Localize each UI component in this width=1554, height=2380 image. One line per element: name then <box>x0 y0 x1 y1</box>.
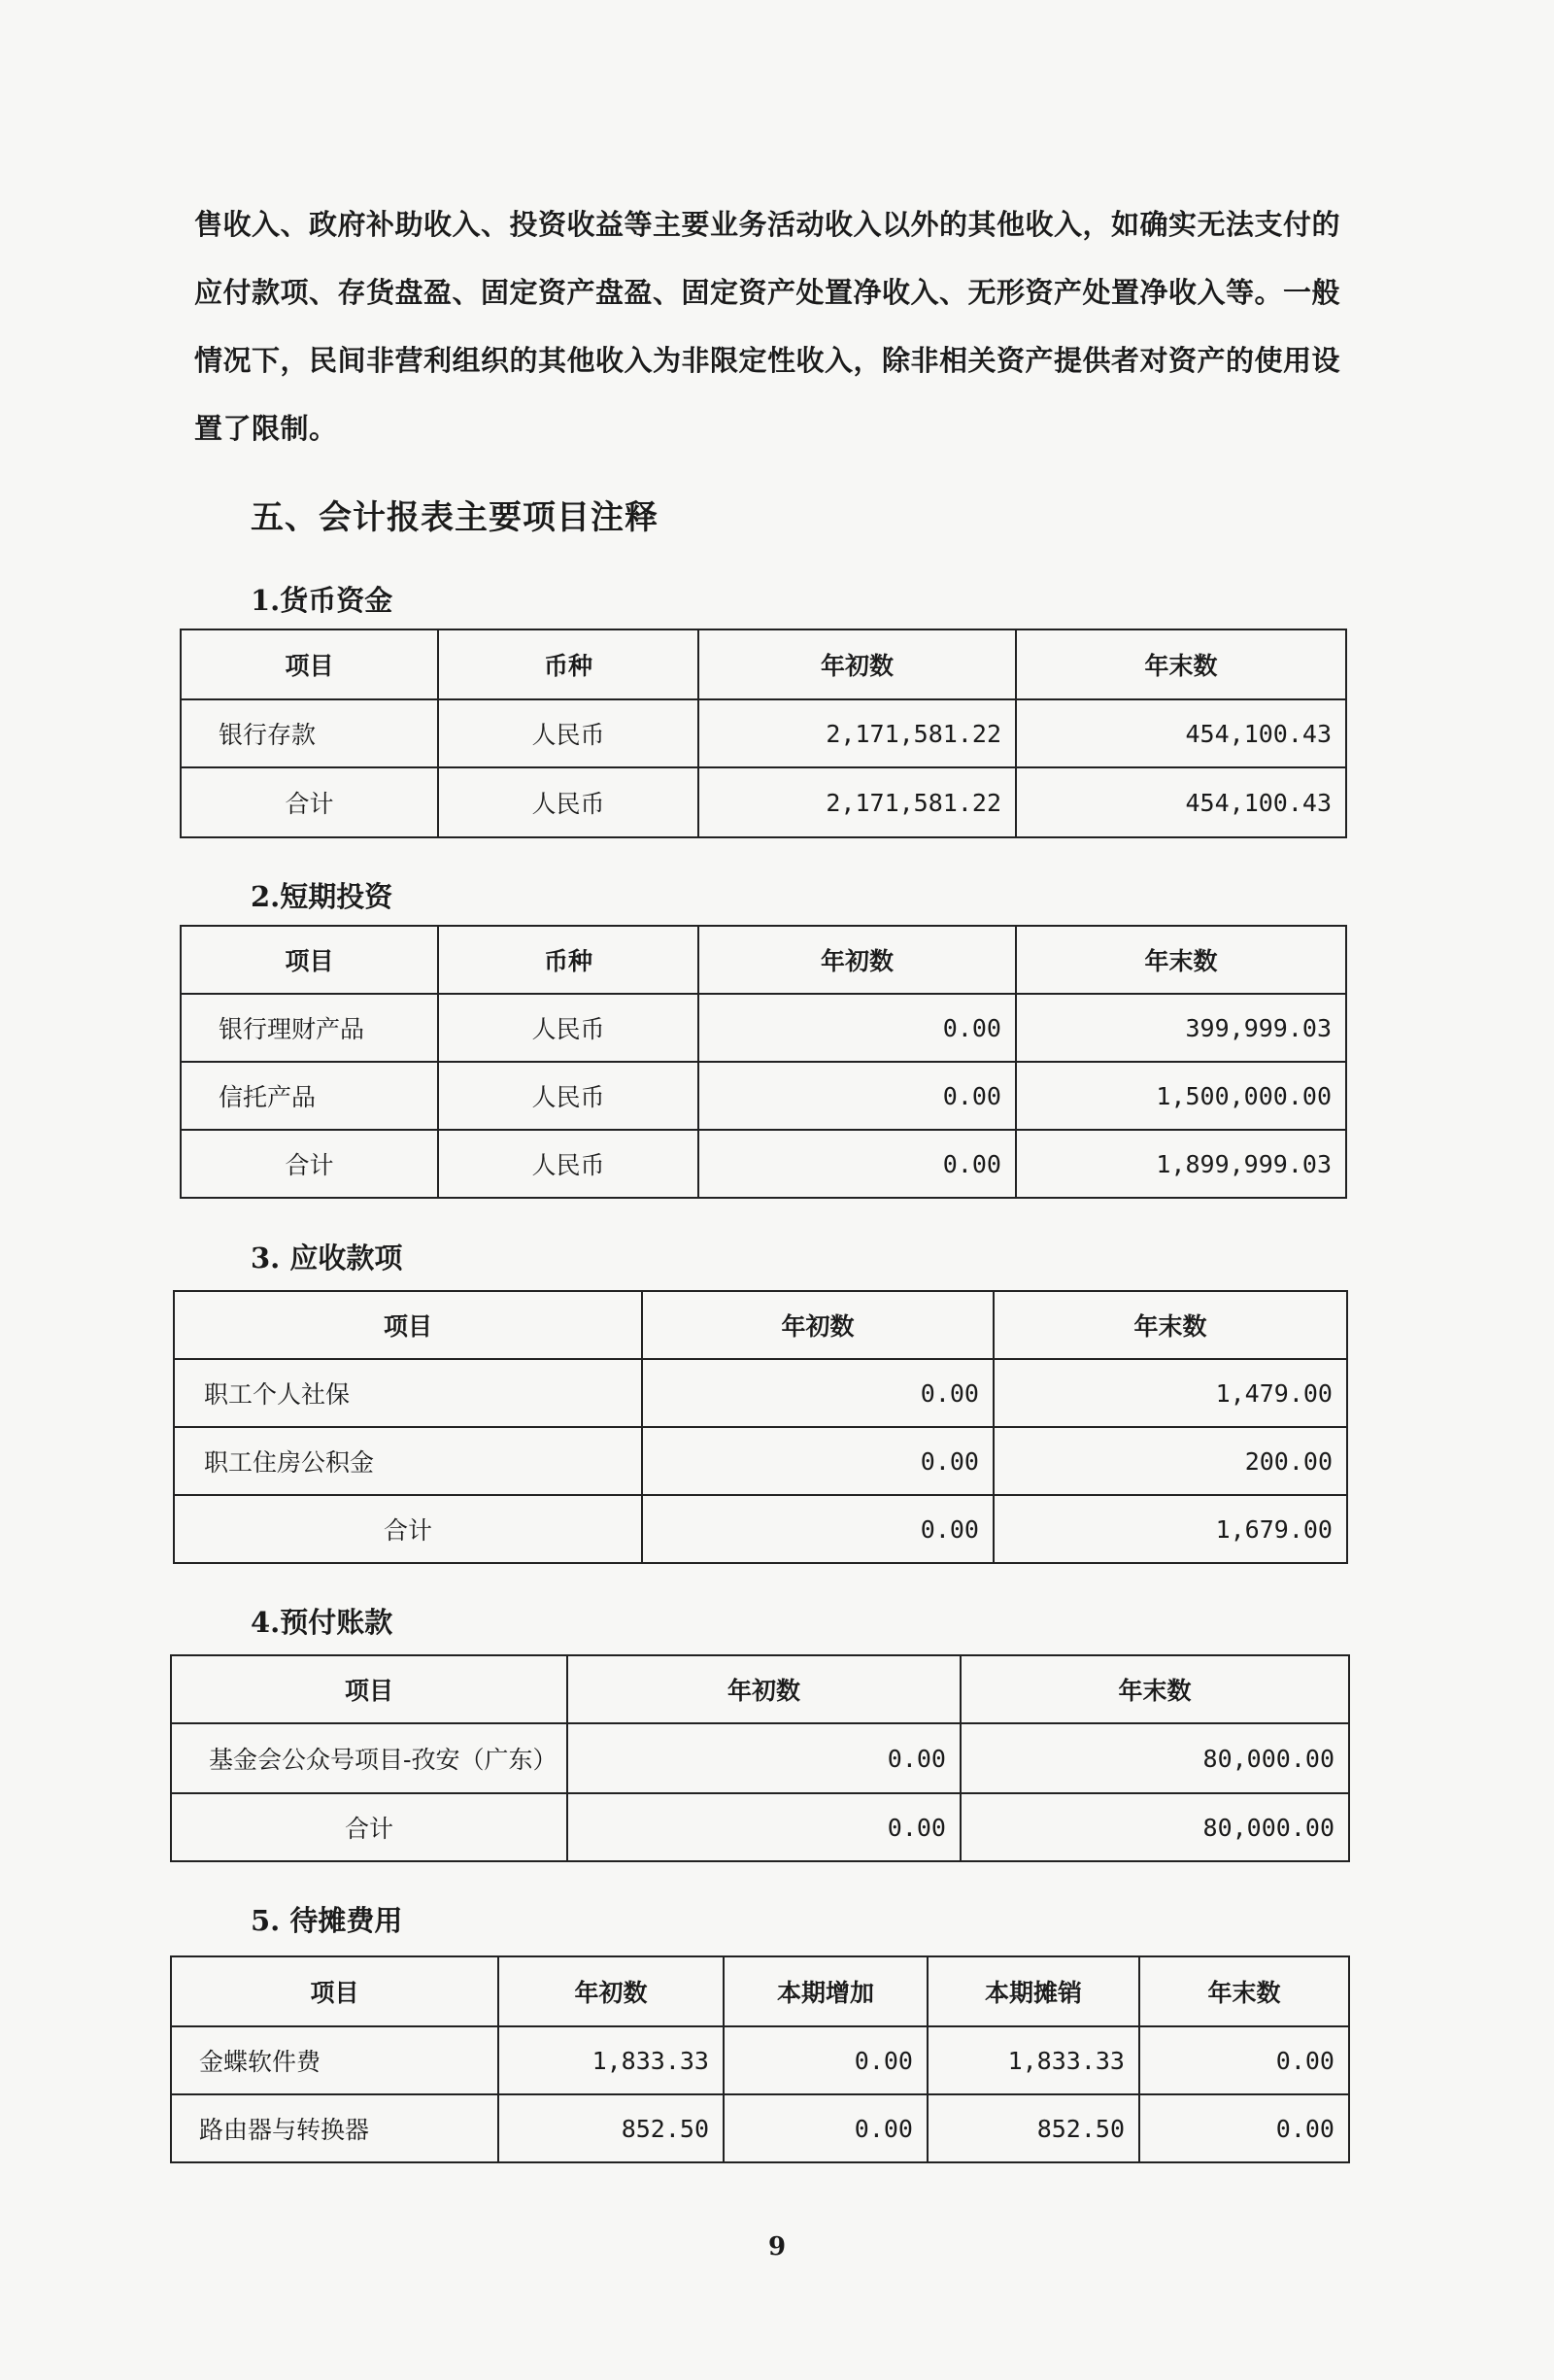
value-cell: 200.00 <box>994 1427 1347 1495</box>
item-cell: 合计 <box>171 1793 567 1861</box>
table-row <box>181 1130 1346 1198</box>
value-cell: 80,000.00 <box>961 1723 1349 1793</box>
value-cell: 0.00 <box>724 2094 928 2162</box>
value-cell: 1,899,999.03 <box>1016 1130 1346 1198</box>
table-row <box>171 2026 1349 2094</box>
table1-title: 1.货币资金 <box>251 584 393 617</box>
table-header-row <box>171 1655 1349 1723</box>
item-cell: 职工住房公积金 <box>174 1427 642 1495</box>
table-header-row <box>174 1291 1347 1359</box>
value-cell: 454,100.43 <box>1016 699 1346 767</box>
value-cell: 852.50 <box>498 2094 724 2162</box>
prepayments-table <box>170 1654 1350 1862</box>
table3-title: 3. 应收款项 <box>251 1241 403 1275</box>
value-cell: 399,999.03 <box>1016 994 1346 1062</box>
table-row <box>171 2094 1349 2162</box>
value-cell: 0.00 <box>642 1427 994 1495</box>
intro-line: 应付款项、存货盘盈、固定资产盘盈、固定资产处置净收入、无形资产处置净收入等。一般 <box>194 276 1341 309</box>
value-cell: 80,000.00 <box>961 1793 1349 1861</box>
header-cell: 本期摊销 <box>928 1956 1139 2026</box>
item-cell: 基金会公众号项目-孜安（广东） <box>171 1723 567 1793</box>
header-cell: 项目 <box>181 926 438 994</box>
item-cell: 职工个人社保 <box>174 1359 642 1427</box>
header-cell: 项目 <box>171 1655 567 1723</box>
item-cell: 路由器与转换器 <box>171 2094 498 2162</box>
receivables-table <box>173 1290 1348 1564</box>
header-cell: 项目 <box>171 1956 498 2026</box>
value-cell: 1,679.00 <box>994 1495 1347 1563</box>
cash-table <box>180 629 1347 838</box>
investment-table <box>180 925 1347 1199</box>
value-cell: 0.00 <box>698 994 1016 1062</box>
table-row <box>171 1793 1349 1861</box>
intro-line: 情况下，民间非营利组织的其他收入为非限定性收入，除非相关资产提供者对资产的使用设 <box>194 344 1341 377</box>
value-cell: 454,100.43 <box>1016 767 1346 837</box>
table-row <box>171 1723 1349 1793</box>
value-cell: 1,833.33 <box>928 2026 1139 2094</box>
value-cell: 1,500,000.00 <box>1016 1062 1346 1130</box>
header-cell: 项目 <box>181 629 438 699</box>
table-header-row <box>171 1956 1349 2026</box>
header-cell: 币种 <box>438 629 698 699</box>
value-cell: 1,479.00 <box>994 1359 1347 1427</box>
intro-paragraph <box>194 190 1360 462</box>
header-cell: 项目 <box>174 1291 642 1359</box>
value-cell: 0.00 <box>724 2026 928 2094</box>
header-cell: 年末数 <box>1016 926 1346 994</box>
header-cell: 币种 <box>438 926 698 994</box>
table4-title: 4.预付账款 <box>251 1606 393 1639</box>
page-number: 9 <box>767 2232 787 2261</box>
table-row <box>181 767 1346 837</box>
header-cell: 年末数 <box>961 1655 1349 1723</box>
item-cell: 合计 <box>174 1495 642 1563</box>
currency-cell: 人民币 <box>438 1062 698 1130</box>
header-cell: 年末数 <box>1016 629 1346 699</box>
value-cell: 0.00 <box>642 1495 994 1563</box>
currency-cell: 人民币 <box>438 699 698 767</box>
value-cell: 0.00 <box>698 1062 1016 1130</box>
prepaid-expenses-table <box>170 1955 1350 2163</box>
item-cell: 银行理财产品 <box>181 994 438 1062</box>
currency-cell: 人民币 <box>438 994 698 1062</box>
item-cell: 信托产品 <box>181 1062 438 1130</box>
header-cell: 年初数 <box>567 1655 961 1723</box>
table-header-row <box>181 629 1346 699</box>
header-cell: 本期增加 <box>724 1956 928 2026</box>
value-cell: 0.00 <box>567 1793 961 1861</box>
currency-cell: 人民币 <box>438 767 698 837</box>
value-cell: 0.00 <box>642 1359 994 1427</box>
value-cell: 852.50 <box>928 2094 1139 2162</box>
table5-title: 5. 待摊费用 <box>251 1904 403 1937</box>
table-row <box>181 1062 1346 1130</box>
value-cell: 2,171,581.22 <box>698 767 1016 837</box>
table-header-row <box>181 926 1346 994</box>
intro-line: 售收入、政府补助收入、投资收益等主要业务活动收入以外的其他收入，如确实无法支付的 <box>194 208 1341 241</box>
table-row <box>174 1427 1347 1495</box>
header-cell: 年初数 <box>642 1291 994 1359</box>
value-cell: 2,171,581.22 <box>698 699 1016 767</box>
table2-title: 2.短期投资 <box>251 880 393 913</box>
header-cell: 年初数 <box>498 1956 724 2026</box>
item-cell: 银行存款 <box>181 699 438 767</box>
value-cell: 1,833.33 <box>498 2026 724 2094</box>
header-cell: 年初数 <box>698 629 1016 699</box>
value-cell: 0.00 <box>1139 2026 1349 2094</box>
value-cell: 0.00 <box>698 1130 1016 1198</box>
item-cell: 金蝶软件费 <box>171 2026 498 2094</box>
table-row <box>181 699 1346 767</box>
intro-line: 置了限制。 <box>194 412 338 445</box>
item-cell: 合计 <box>181 1130 438 1198</box>
header-cell: 年末数 <box>994 1291 1347 1359</box>
section-title: 五、会计报表主要项目注释 <box>251 498 659 537</box>
table-row <box>181 994 1346 1062</box>
table-row <box>174 1495 1347 1563</box>
item-cell: 合计 <box>181 767 438 837</box>
table-row <box>174 1359 1347 1427</box>
currency-cell: 人民币 <box>438 1130 698 1198</box>
header-cell: 年初数 <box>698 926 1016 994</box>
header-cell: 年末数 <box>1139 1956 1349 2026</box>
value-cell: 0.00 <box>1139 2094 1349 2162</box>
value-cell: 0.00 <box>567 1723 961 1793</box>
